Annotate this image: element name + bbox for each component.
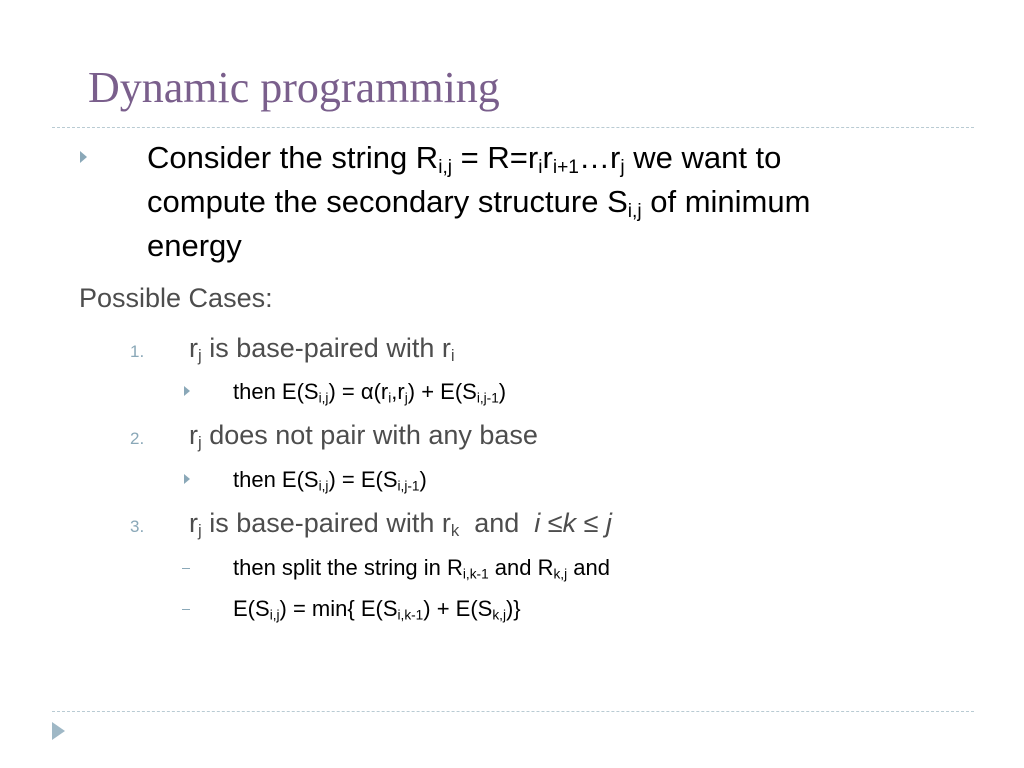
dash-bullet — [182, 609, 190, 610]
case-2-number: 2. — [130, 429, 145, 448]
case-3-condition: i ≤k ≤ j — [534, 508, 612, 538]
case-3-text: $r_j$ is base-paired with $r_k$ and i ≤k ≤ j — [189, 508, 612, 541]
case-1-number: 1. — [130, 342, 145, 361]
sub-bullet-arrow-icon — [184, 474, 190, 484]
sub-bullet-arrow-icon — [184, 386, 190, 396]
case-3-formula: $E(S_{i,j}) = \min${ $E(S_{i,k-1}) + E(S_{k,j})$} — [233, 596, 521, 623]
case-1-text: $r_j$ is base-paired with $r_i$ — [189, 333, 455, 366]
case-2-formula: then $E(S_{i,j}) = E(S_{i,j-1})$ — [233, 467, 427, 494]
case-2-text: $r_j$ does not pair with any base — [189, 420, 538, 453]
bullet-line-3: energy — [147, 228, 242, 263]
top-divider — [52, 127, 974, 128]
play-icon[interactable] — [52, 722, 65, 740]
case-3-split-text: then split the string in $R_{i,k-1}$ and $R_{k,j}$ and — [233, 555, 610, 582]
cases-heading: Possible Cases: — [79, 283, 273, 313]
bullet-arrow-icon — [80, 151, 87, 163]
bullet-line-2: compute the secondary structure $S_{i,j}$ of minimum — [147, 184, 811, 222]
case-1-formula: then $E(S_{i,j}) = \alpha(r_i,r_j) + E(S_{i,j-1})$ — [233, 379, 507, 406]
slide-title: Dynamic programming — [88, 63, 500, 112]
bottom-divider — [52, 711, 974, 712]
bullet-line-1: Consider the string $R_{i,j}$ = $R=r_ir_{i+1}\dots r_j$ we want to — [147, 140, 782, 178]
dash-bullet — [182, 568, 190, 569]
case-3-number: 3. — [130, 517, 145, 536]
